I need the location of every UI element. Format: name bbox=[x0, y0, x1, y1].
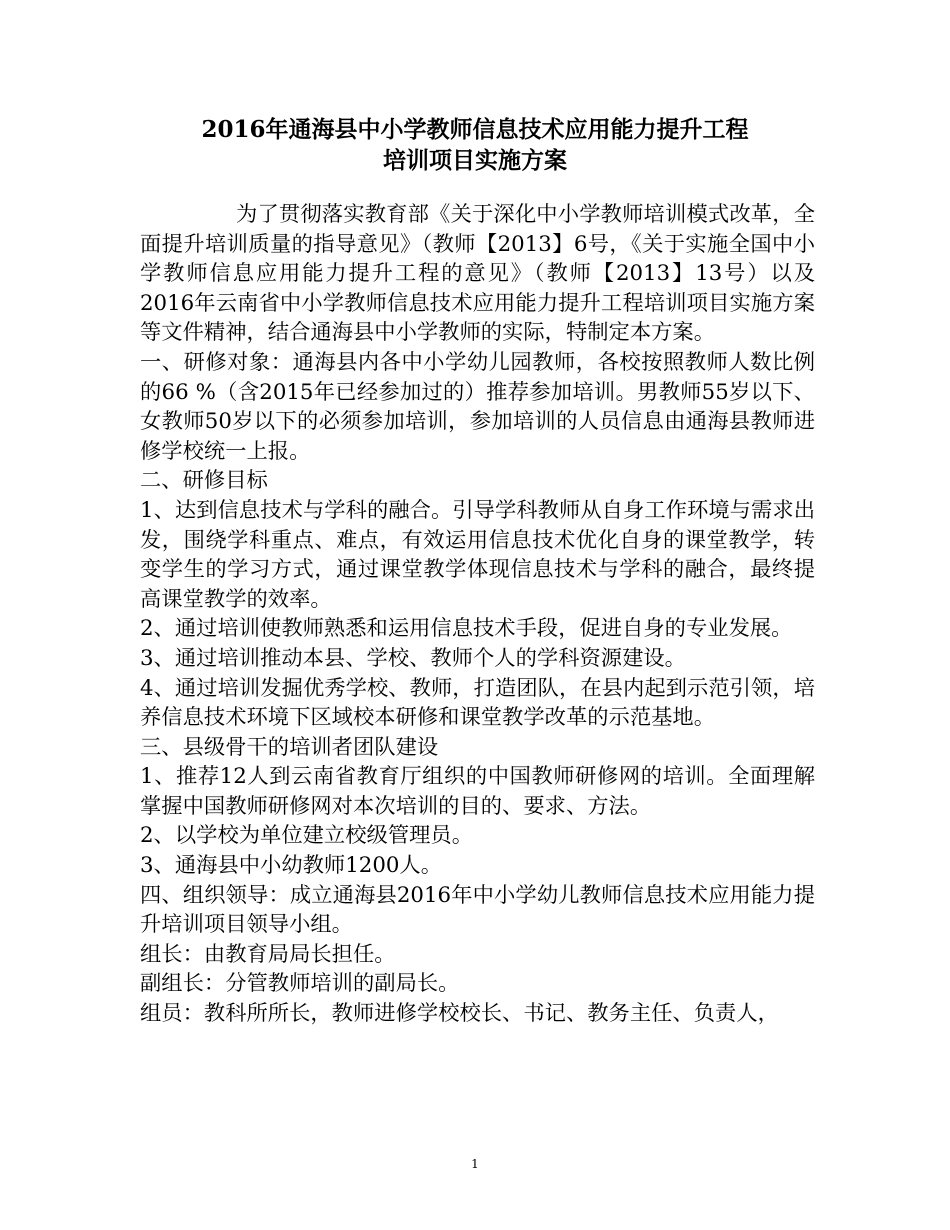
paragraph-section-1: 一、研修对象：通海县内各中小学幼儿园教师，各校按照教师人数比例的66 %（含2015年已经参加过的）推荐参加培训。男教师55岁以下、女教师50岁以下的必须参加培训，参加培训的人员信息由通海县教师进修学校统一上报。 bbox=[140, 349, 815, 464]
section-heading-3: 三、县级骨干的培训者团队建设 bbox=[140, 734, 439, 760]
paragraph-leader: 组长：由教育局局长担任。 bbox=[140, 941, 396, 967]
document-title-line-2: 培训项目实施方案 bbox=[383, 147, 567, 174]
paragraph-members: 组员：教科所所长，教师进修学校校长、书记、教务主任、负责人， bbox=[140, 1001, 779, 1027]
paragraph-deputy-leader: 副组长：分管教师培训的副局长。 bbox=[140, 971, 460, 997]
paragraph-goal-2: 2、通过培训使教师熟悉和运用信息技术手段，促进自身的专业发展。 bbox=[140, 616, 793, 642]
page-number: 1 bbox=[471, 1157, 479, 1171]
document-title-line-1: 2016年通海县中小学教师信息技术应用能力提升工程 bbox=[201, 116, 749, 143]
paragraph-goal-4: 4、通过培训发掘优秀学校、教师，打造团队，在县内起到示范引领，培养信息技术环境下区域校本研修和课堂教学改革的示范基地。 bbox=[140, 675, 815, 731]
section-heading-2: 二、研修目标 bbox=[140, 468, 268, 494]
paragraph-section-4: 四、组织领导：成立通海县2016年中小学幼儿教师信息技术应用能力提升培训项目领导小组。 bbox=[140, 882, 815, 938]
paragraph-team-3: 3、通海县中小幼教师1200人。 bbox=[140, 853, 443, 879]
document-body bbox=[140, 200, 815, 1029]
paragraph-goal-3: 3、通过培训推动本县、学校、教师个人的学科资源建设。 bbox=[140, 645, 686, 671]
paragraph-team-1: 1、推荐12人到云南省教育厅组织的中国教师研修网的培训。全面理解掌握中国教师研修网对本次培训的目的、要求、方法。 bbox=[140, 764, 815, 819]
paragraph-team-2: 2、以学校为单位建立校级管理员。 bbox=[140, 823, 474, 849]
paragraph-intro: 为了贯彻落实教育部《关于深化中小学教师培训模式改革，全面提升培训质量的指导意见》（教师【2013】6号，《关于实施全国中小学教师信息应用能力提升工程的意见》（教师【2013】13号）以及2016年云南省中小学教师信息技术应用能力提升工程培训项目实施方案等文件精神，结合通海县中小学教师的实际，特制定本方案。 bbox=[140, 202, 815, 346]
paragraph-goal-1: 1、达到信息技术与学科的融合。引导学科教师从自身工作环境与需求出发，围绕学科重点、难点，有效运用信息技术优化自身的课堂教学，转变学生的学习方式，通过课堂教学体现信息技术与学科的融合，最终提高课堂教学的效率。 bbox=[140, 497, 815, 612]
